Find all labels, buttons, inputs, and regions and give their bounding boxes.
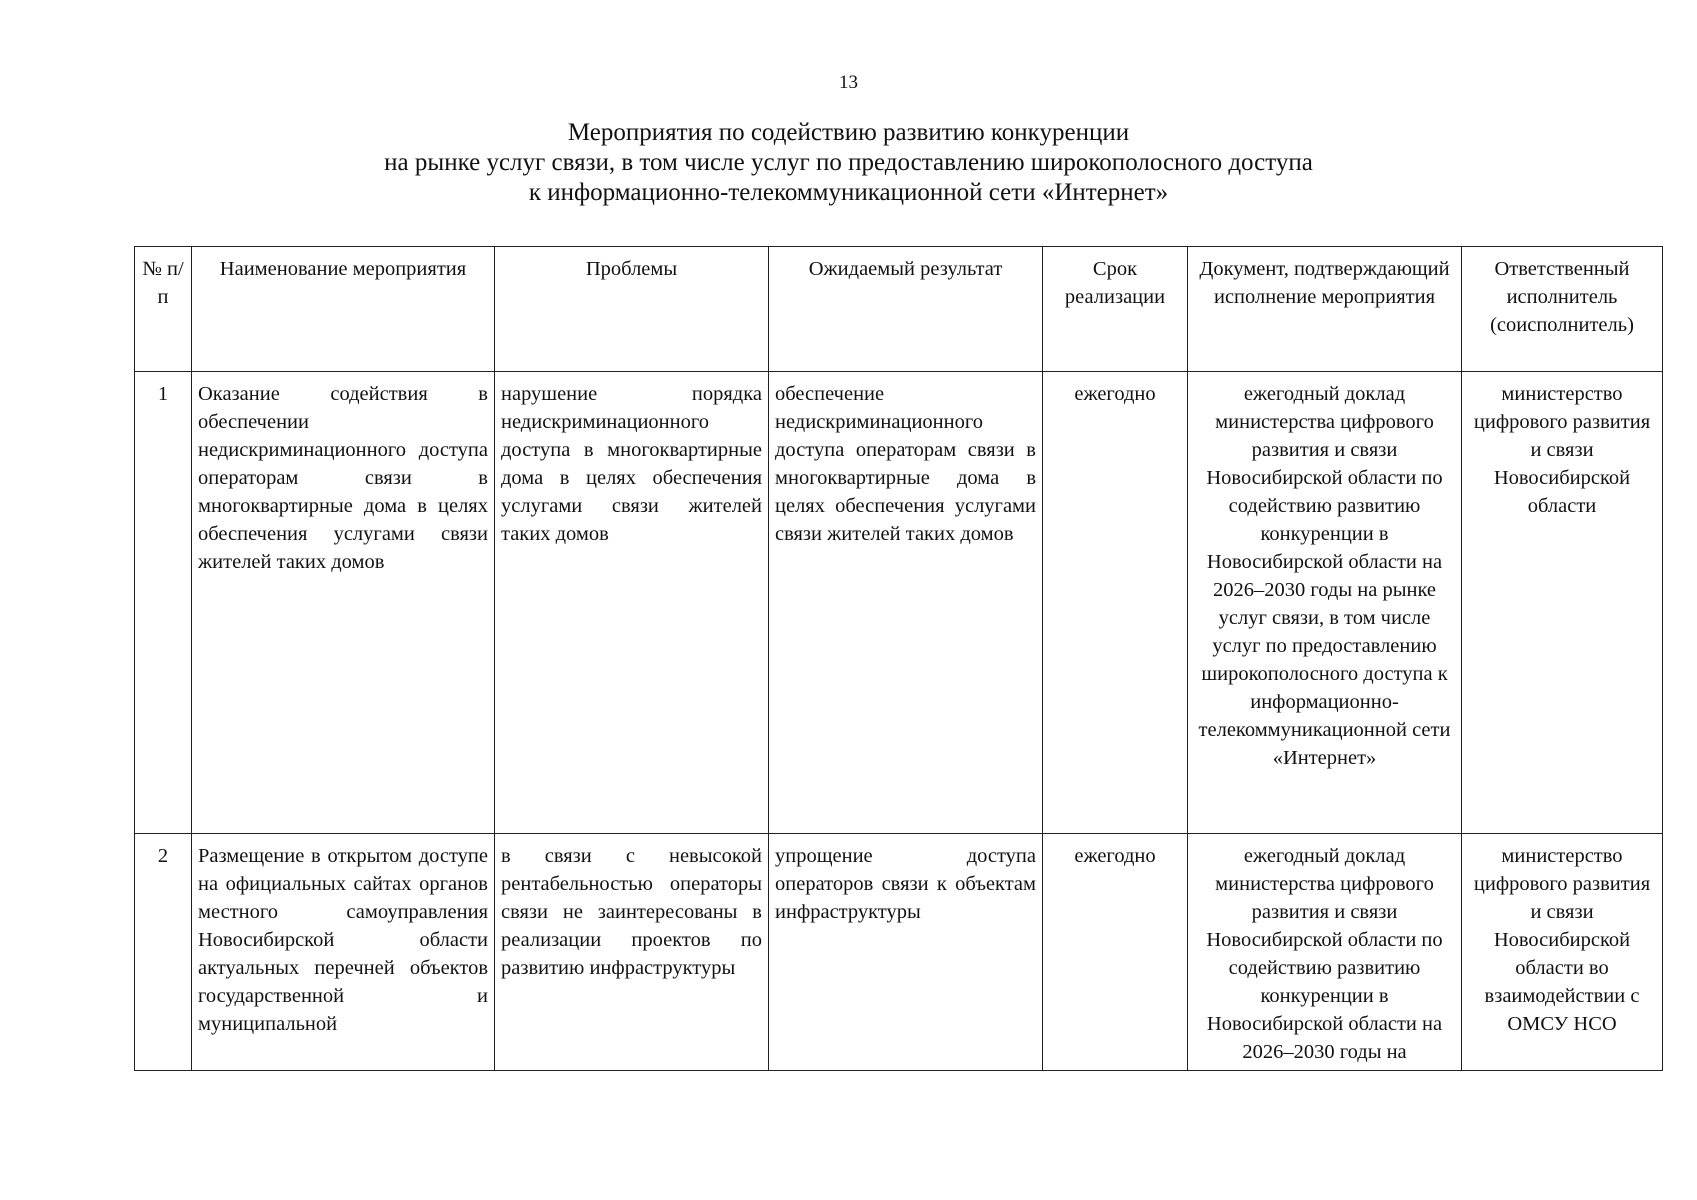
header-measure-name: Наименование мероприятия: [192, 247, 495, 372]
header-number: № п/п: [135, 247, 192, 372]
header-expected-result: Ожидаемый результат: [769, 247, 1043, 372]
table-row: [135, 834, 1663, 1071]
cell-responsible: министерство цифрового развития и связи Новосибирской области: [1462, 372, 1663, 834]
title-line-3: к информационно-телекоммуникационной сети «Интернет»: [528, 179, 1169, 206]
cell-term: ежегодно: [1043, 834, 1188, 1071]
cell-document: ежегодный доклад министерства цифрового развития и связи Новосибирской области по содействию развитию конкуренции в Новосибирской области на 2026–2030 годы на: [1188, 834, 1462, 1071]
document-title: [0, 118, 1697, 208]
cell-expected-result: упрощение доступа операторов связи к объектам инфраструктуры: [769, 834, 1043, 1071]
title-line-1: Мероприятия по содействию развитию конкуренции: [567, 119, 1130, 146]
cell-problems: в связи с невысокой рентабельностью операторы связи не заинтересованы в реализации проектов по развитию инфраструктуры: [495, 834, 769, 1071]
cell-term: ежегодно: [1043, 372, 1188, 834]
cell-measure-name: Оказание содействия в обеспечении недискриминационного доступа операторам связи в многоквартирные дома в целях обеспечения услугами связи жителей таких домов: [192, 372, 495, 834]
cell-responsible: министерство цифрового развития и связи Новосибирской области во взаимодействии с ОМСУ НСО: [1462, 834, 1663, 1071]
page-number: 13: [839, 72, 858, 93]
table-header-row: [135, 247, 1663, 372]
header-problems: Проблемы: [495, 247, 769, 372]
header-responsible: Ответственный исполнитель (соисполнитель): [1462, 247, 1663, 372]
cell-expected-result: обеспечение недискриминационного доступа операторам связи в многоквартирные дома в целях обеспечения услугами связи жителей таких домов: [769, 372, 1043, 834]
cell-measure-name: Размещение в открытом доступе на официальных сайтах органов местного самоуправления Новосибирской области актуальных перечней объектов государственной и муниципальной: [192, 834, 495, 1071]
table-row: [135, 372, 1663, 834]
cell-number: 1: [135, 372, 192, 834]
header-term: Срок реализации: [1043, 247, 1188, 372]
measures-table: [134, 246, 1663, 1071]
cell-problems: нарушение порядка недискриминационного доступа в многоквартирные дома в целях обеспечения услугами связи жителей таких домов: [495, 372, 769, 834]
cell-document: ежегодный доклад министерства цифрового развития и связи Новосибирской области по содействию развитию конкуренции в Новосибирской области на 2026–2030 годы на рынке услуг связи, в том числе услуг по предоставлению широкополосного доступа к информационно-телекоммуникационной сети «Интернет»: [1188, 372, 1462, 834]
title-line-2: на рынке услуг связи, в том числе услуг по предоставлению широкополосного доступа: [384, 149, 1313, 176]
header-document: Документ, подтверждающий исполнение мероприятия: [1188, 247, 1462, 372]
cell-number: 2: [135, 834, 192, 1071]
